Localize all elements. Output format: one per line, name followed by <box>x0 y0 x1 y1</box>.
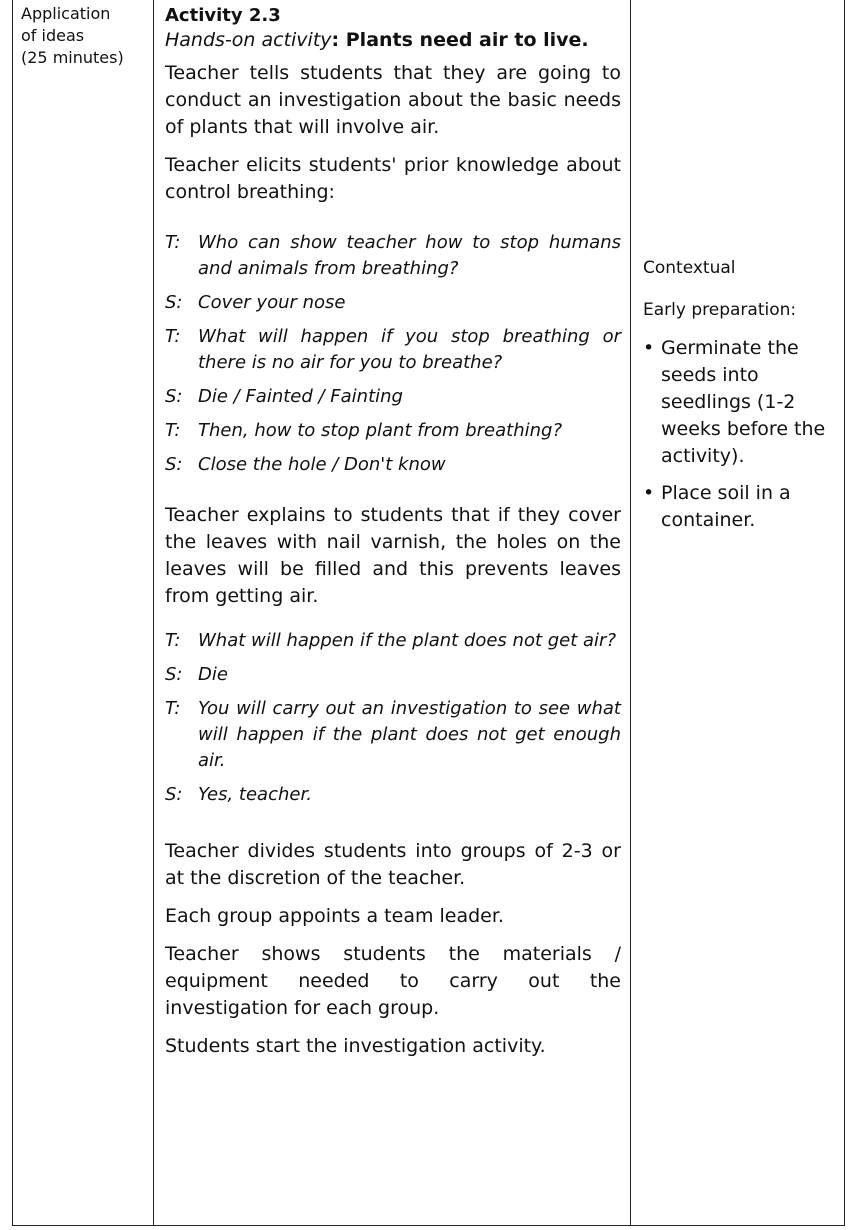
preparation-item: • Place soil in a container. <box>643 480 840 534</box>
dialogue-line <box>165 290 621 316</box>
dialogue-speaker: T: <box>165 326 181 347</box>
varnish-paragraph: Teacher explains to students that if they cover the leaves with nail varnish, the holes on the leaves will be filled and this prevents leaves from getting air. <box>165 504 621 607</box>
activity-title: Activity 2.3 <box>165 5 281 26</box>
dialogue-speaker: S: <box>165 454 183 475</box>
dialogue-speaker: S: <box>165 292 183 313</box>
dialogue-speaker: S: <box>165 784 183 805</box>
dialogue-speaker: T: <box>165 698 181 719</box>
early-preparation-heading: Early preparation: <box>643 300 797 320</box>
stage-column <box>13 0 153 1225</box>
dialogue-line <box>165 384 621 410</box>
dialogue-line <box>165 324 621 376</box>
dialogue-speaker: S: <box>165 386 183 407</box>
dialogue-set-2 <box>165 628 621 808</box>
dialogue-text: What will happen if the plant does not get air? <box>198 630 616 651</box>
activity-subtitle-text: Plants need air to live. <box>345 29 589 51</box>
leader-paragraph: Each group appoints a team leader. <box>165 905 504 927</box>
dialogue-speaker: S: <box>165 664 183 685</box>
dialogue-speaker: T: <box>165 232 181 253</box>
dialogue-text: Yes, teacher. <box>198 784 312 805</box>
dialogue-text: What will happen if you stop breathing or there is no air for you to breathe? <box>198 326 621 373</box>
stage-label-line-3: (25 minutes) <box>21 48 124 67</box>
prior-knowledge-paragraph: Teacher elicits students' prior knowledge about control breathing: <box>165 154 621 203</box>
dialogue-text: You will carry out an investigation to see what will happen if the plant does not get enough air. <box>198 698 621 771</box>
notes-column <box>631 0 846 1225</box>
dialogue-line <box>165 230 621 282</box>
dialogue-speaker: T: <box>165 630 181 651</box>
dialogue-line <box>165 782 621 808</box>
activity-subtitle-label: Hands-on activity <box>165 29 332 51</box>
activity-column <box>153 0 631 1225</box>
dialogue-speaker: T: <box>165 420 181 441</box>
dialogue-text: Cover your nose <box>198 292 346 313</box>
dialogue-text: Die <box>198 664 228 685</box>
start-paragraph: Students start the investigation activity. <box>165 1035 546 1057</box>
approach-label: Contextual <box>643 258 736 278</box>
activity-subtitle <box>165 28 621 52</box>
intro-paragraph: Teacher tells students that they are going to conduct an investigation about the basic needs of plants that will involve air. <box>165 62 621 138</box>
preparation-list <box>643 335 840 534</box>
group-paragraph: Teacher divides students into groups of 2-3 or at the discretion of the teacher. <box>165 840 621 889</box>
dialogue-line <box>165 628 621 654</box>
dialogue-line <box>165 418 621 444</box>
dialogue-line <box>165 662 621 688</box>
dialogue-text: Die / Fainted / Fainting <box>198 386 403 407</box>
materials-paragraph: Teacher shows students the materials / equipment needed to carry out the investigation for each group. <box>165 943 621 1019</box>
lesson-plan-table <box>12 0 845 1226</box>
preparation-item: • Germinate the seeds into seedlings (1-2 weeks before the activity). <box>643 335 840 470</box>
stage-label-line-1: Application <box>21 4 111 23</box>
dialogue-text: Then, how to stop plant from breathing? <box>198 420 563 441</box>
dialogue-line <box>165 452 621 478</box>
activity-subtitle-separator: : <box>331 29 346 51</box>
stage-label-line-2: of ideas <box>21 26 85 45</box>
dialogue-set-1 <box>165 230 621 478</box>
dialogue-text: Close the hole / Don't know <box>198 454 446 475</box>
dialogue-text: Who can show teacher how to stop humans and animals from breathing? <box>198 232 621 279</box>
dialogue-line <box>165 696 621 774</box>
